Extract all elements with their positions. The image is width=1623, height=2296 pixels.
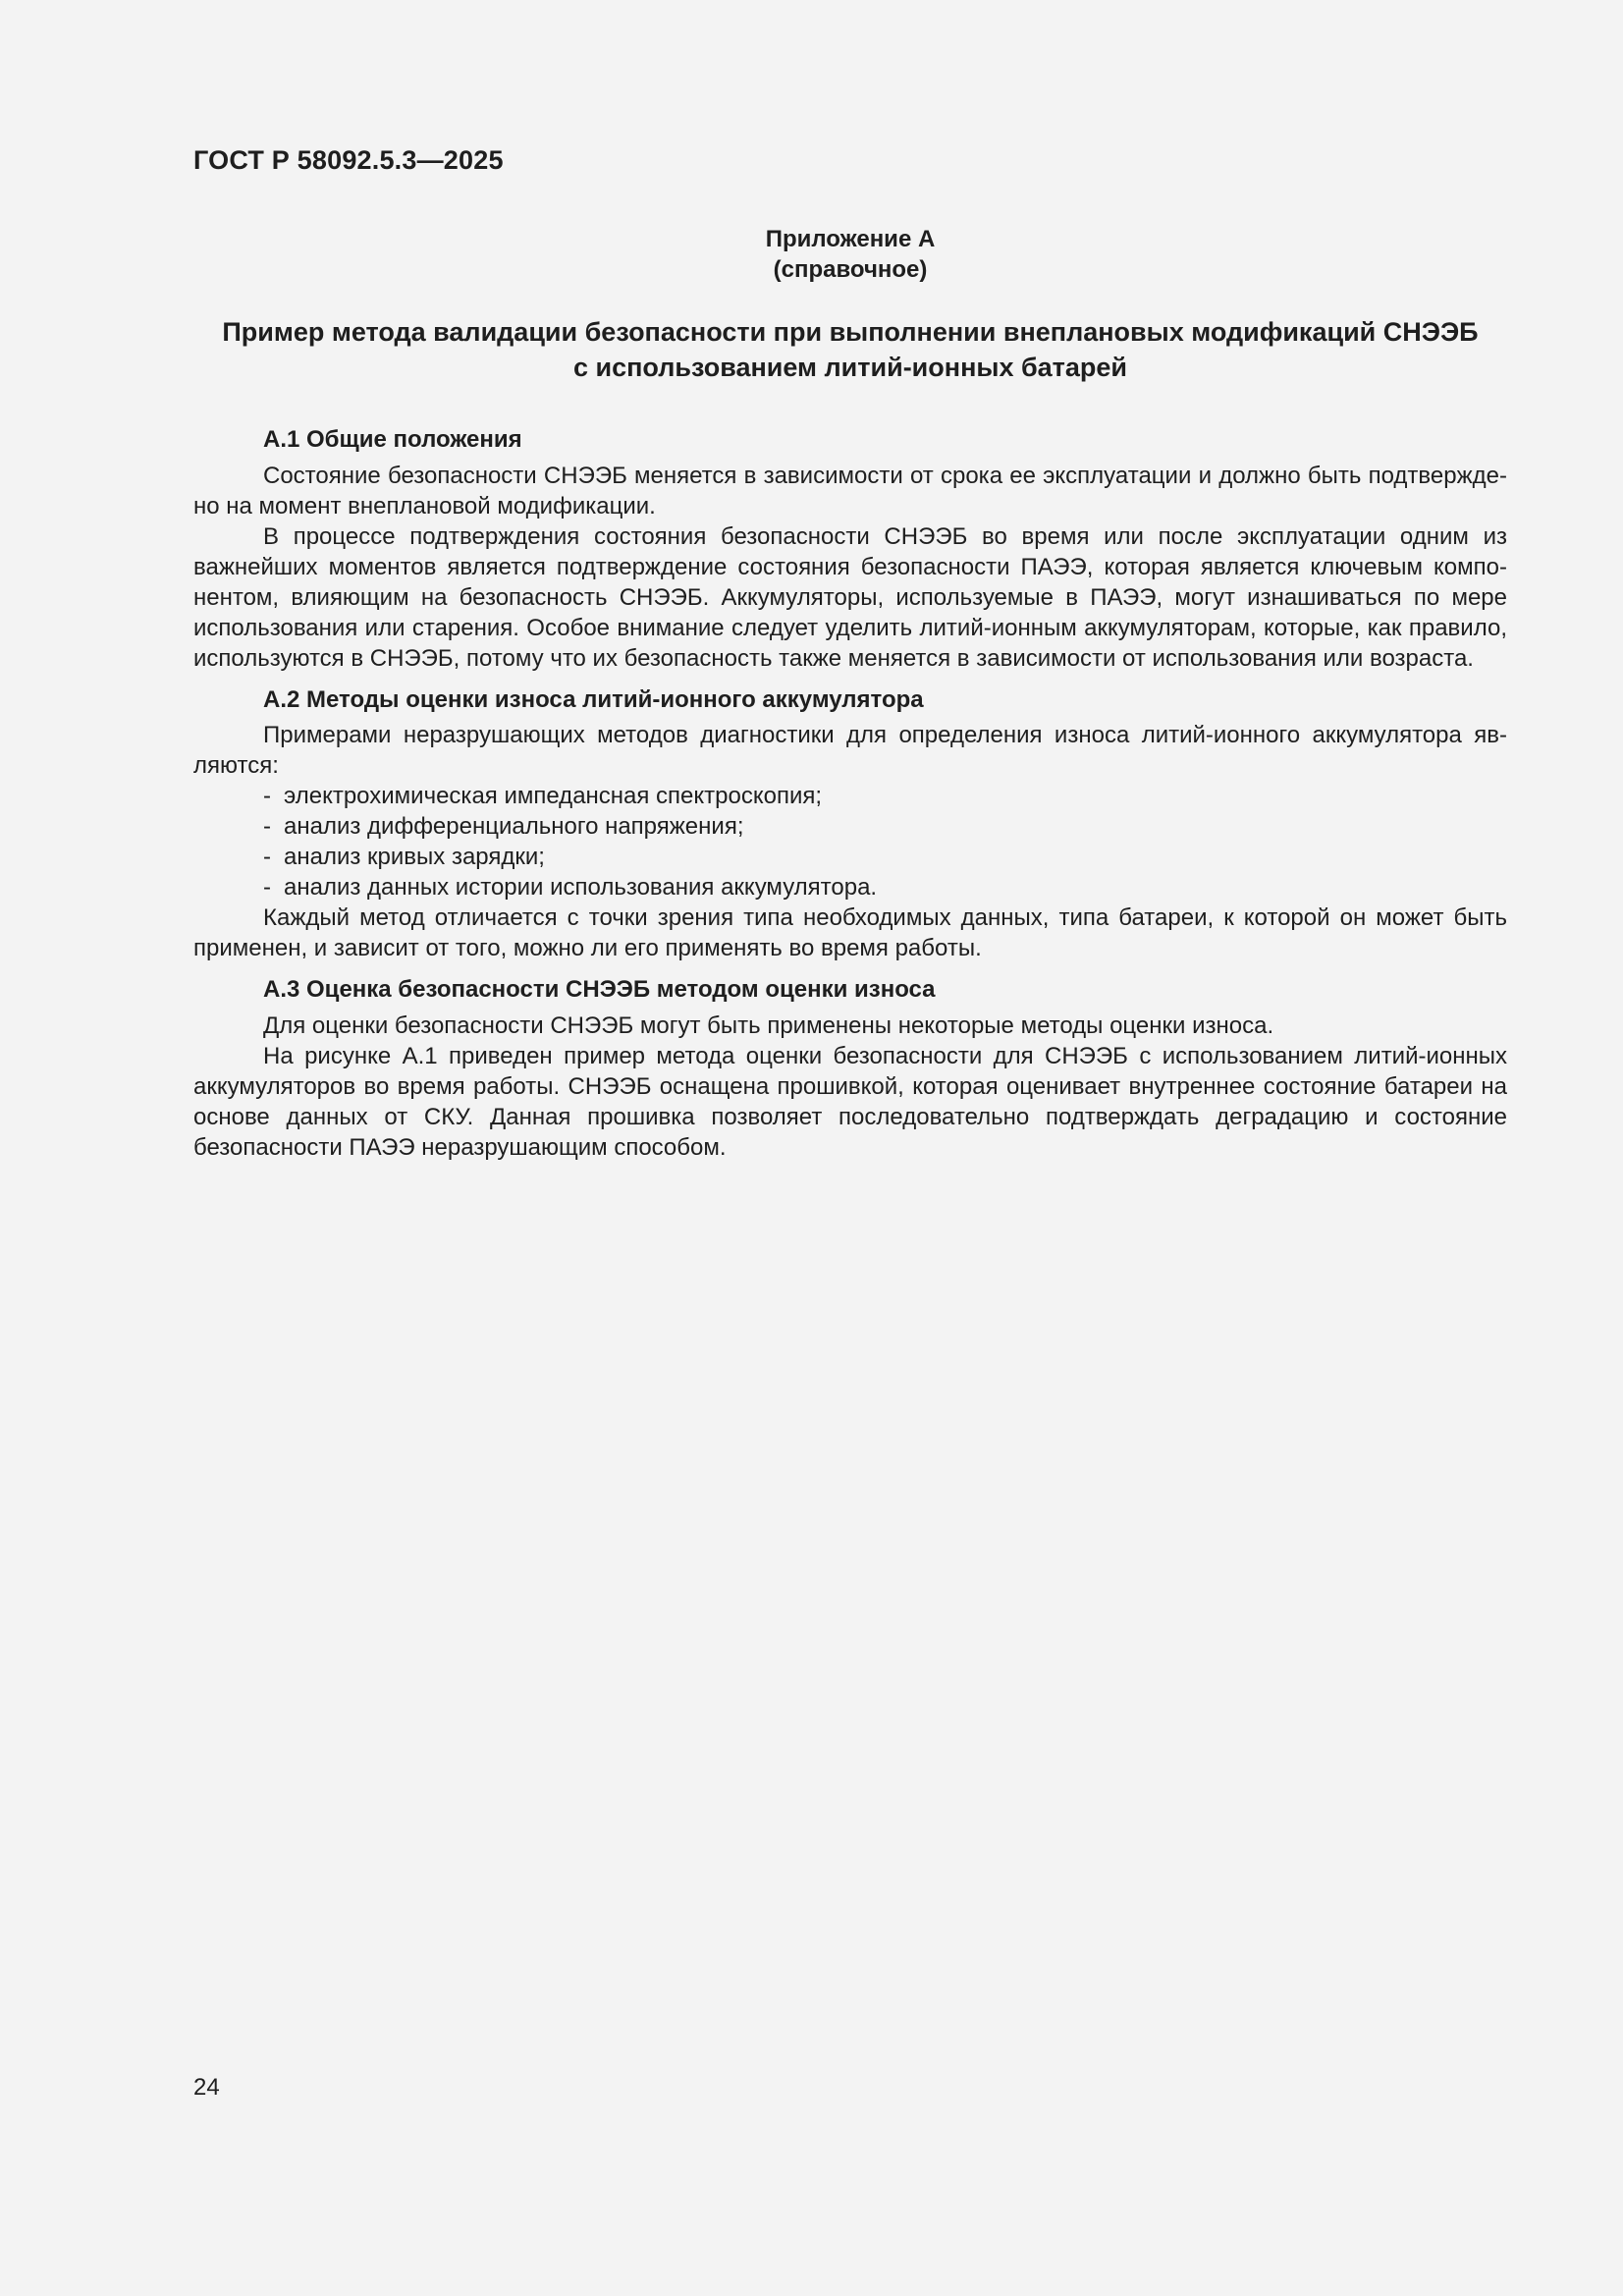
list-item-text: электрохимическая импедансная спектроскопия; — [284, 783, 823, 809]
paragraph: Состояние безопасности СНЭЭБ меняется в зависимости от срока ее эксплуатации и должно быть подтверждено на момент внеплановой модификации. — [193, 463, 1507, 519]
document-code: ГОСТ Р 58092.5.3—2025 — [193, 145, 504, 175]
list-dash: - — [263, 874, 271, 901]
section-heading-a2: А.2 Методы оценки износа литий-ионного аккумулятора — [263, 686, 924, 713]
paragraph: В процессе подтверждения состояния безопасности СНЭЭБ во время или после эксплуатации одним из важнейших моментов является подтверждение состояния безопасности ПАЭЭ, которая является ключевым компонентом, влияющим на безопасность СНЭЭБ. Аккумуляторы, используемые в ПАЭЭ, могут изнашиваться по мере использования или старения. Особое внимание следует уделить литий-ионным аккумуляторам, которые, как правило, используются в СНЭЭБ, потому что их безопасность также меняется в зависимости от использования или возраста. — [193, 523, 1507, 672]
page-content — [193, 224, 1507, 1163]
section-heading-a1: А.1 Общие положения — [263, 426, 522, 453]
paragraph: Примерами неразрушающих методов диагностики для определения износа литий-ионного аккумулятора являются: — [193, 722, 1507, 779]
list-dash: - — [263, 783, 271, 809]
page-number: 24 — [193, 2074, 220, 2101]
annex-title-line-2: с использованием литий-ионных батарей — [572, 353, 1128, 382]
paragraph: На рисунке А.1 приведен пример метода оценки безопасности для СНЭЭБ с использованием литий-ионных аккумуляторов во время работы. СНЭЭБ оснащена прошивкой, которая оценивает внутреннее состояние батареи на основе данных от СКУ. Данная прошивка позволяет последовательно подтверждать деградацию и состояние безопасности ПАЭЭ неразрушающим способом. — [193, 1043, 1507, 1161]
annex-title-line-1: Пример метода валидации безопасности при выполнении внеплановых модификаций СНЭЭБ — [222, 317, 1479, 347]
list-item — [193, 811, 1507, 842]
list-item — [193, 872, 1507, 902]
annex-title — [193, 314, 1507, 385]
section-heading-a3: А.3 Оценка безопасности СНЭЭБ методом оценки износа — [263, 976, 936, 1003]
list-item — [193, 781, 1507, 811]
list-item-text: анализ дифференциального напряжения; — [284, 813, 744, 840]
paragraph: Каждый метод отличается с точки зрения типа необходимых данных, типа батареи, к которой он может быть применен, и зависит от того, можно ли его применять во время работы. — [193, 904, 1507, 961]
list-dash: - — [263, 813, 271, 840]
list-item-text: анализ данных истории использования аккумулятора. — [284, 874, 878, 901]
list-dash: - — [263, 844, 271, 870]
list-item — [193, 842, 1507, 872]
annex-type: (справочное) — [773, 256, 928, 283]
methods-list — [193, 781, 1507, 902]
annex-label: Приложение А — [765, 226, 936, 252]
list-item-text: анализ кривых зарядки; — [284, 844, 545, 870]
paragraph: Для оценки безопасности СНЭЭБ могут быть применены некоторые методы оценки износа. — [263, 1012, 1274, 1039]
